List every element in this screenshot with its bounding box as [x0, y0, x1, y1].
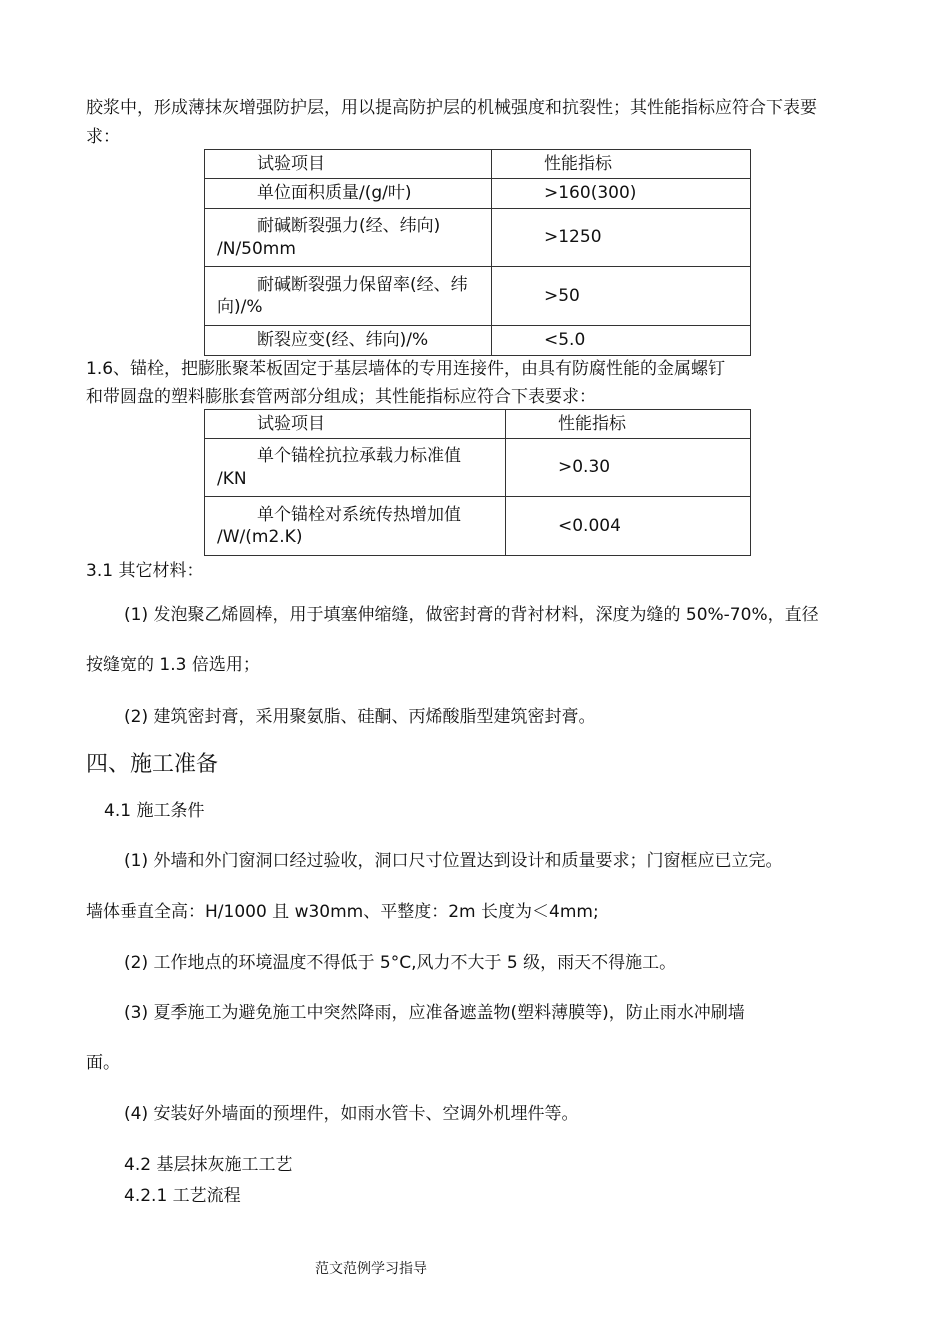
subsection-title: 4.2 基层抹灰施工工艺: [124, 1155, 293, 1175]
table-row: [205, 439, 751, 497]
condition-1-line-2: 墙体垂直全高：H/1000 且 w30mm、平整度：2m 长度为＜4mm;: [86, 902, 599, 922]
table-cell-item: 单位面积质量/(g/叶): [205, 179, 492, 209]
condition-1-line-1: (1) 外墙和外门窗洞口经过验收，洞口尺寸位置达到设计和质量要求；门窗框应已立完。: [124, 851, 783, 871]
table-cell-item: 单个锚栓抗拉承载力标准值 /KN: [205, 439, 506, 497]
table-cell-item: 断裂应变(经、纬向)/%: [205, 326, 492, 356]
other-para-1-line-1: (1) 发泡聚乙烯圆棒，用于填塞伸缩缝，做密封膏的背衬材料，深度为缝的 50%-70%，直径: [124, 605, 819, 625]
section-heading: 四、施工准备: [86, 752, 219, 777]
anchor-line-1: 1.6、锚栓，把膨胀聚苯板固定于基层墙体的专用连接件，由具有防腐性能的金属螺钉: [86, 359, 726, 379]
intro-line-1: 胶浆中，形成薄抹灰增强防护层，用以提高防护层的机械强度和抗裂性；其性能指标应符合下表要: [86, 98, 817, 118]
anchor-spec-table: [204, 409, 751, 556]
table-row: [205, 267, 751, 326]
condition-3-line-2: 面。: [86, 1053, 120, 1073]
subsection-title: 4.1 施工条件: [104, 801, 205, 821]
table-row: [205, 497, 751, 556]
intro-line-2: 求：: [86, 127, 120, 147]
table-cell-value: >0.30: [506, 439, 751, 497]
page-footer: 范文范例学习指导: [315, 1261, 427, 1277]
table-header-cell: 性能指标: [492, 150, 751, 179]
other-para-1-line-2: 按缝宽的 1.3 倍选用；: [86, 655, 260, 675]
table-row: [205, 326, 751, 356]
table-header-row: [205, 410, 751, 439]
table-cell-item: 耐碱断裂强力(经、纬向) /N/50mm: [205, 209, 492, 267]
table-header-cell: 性能指标: [506, 410, 751, 439]
table-header-row: [205, 150, 751, 179]
table-cell-value: >160(300): [492, 179, 751, 209]
table-cell-item: 耐碱断裂强力保留率(经、纬 向)/%: [205, 267, 492, 326]
table-row: [205, 179, 751, 209]
table-header-cell: 试验项目: [205, 410, 506, 439]
condition-2: (2) 工作地点的环境温度不得低于 5°C,风力不大于 5 级，雨天不得施工。: [124, 953, 677, 973]
glass-fiber-spec-table: [204, 149, 751, 356]
other-materials-title: 3.1 其它材料：: [86, 561, 204, 581]
table-cell-value: >50: [492, 267, 751, 326]
table-cell-value: <5.0: [492, 326, 751, 356]
condition-3-line-1: (3) 夏季施工为避免施工中突然降雨，应准备遮盖物(塑料薄膜等)，防止雨水冲刷墙: [124, 1003, 745, 1023]
table-cell-value: >1250: [492, 209, 751, 267]
table-row: [205, 209, 751, 267]
table-header-cell: 试验项目: [205, 150, 492, 179]
anchor-line-2: 和带圆盘的塑料膨胀套管两部分组成；其性能指标应符合下表要求：: [86, 387, 596, 407]
condition-4: (4) 安装好外墙面的预埋件，如雨水管卡、空调外机埋件等。: [124, 1104, 579, 1124]
subsection-title: 4.2.1 工艺流程: [124, 1186, 241, 1206]
table-cell-item: 单个锚栓对系统传热增加值 /W/(m2.K): [205, 497, 506, 556]
table-cell-value: <0.004: [506, 497, 751, 556]
other-para-2: (2) 建筑密封膏，采用聚氨脂、硅酮、丙烯酸脂型建筑密封膏。: [124, 707, 596, 727]
